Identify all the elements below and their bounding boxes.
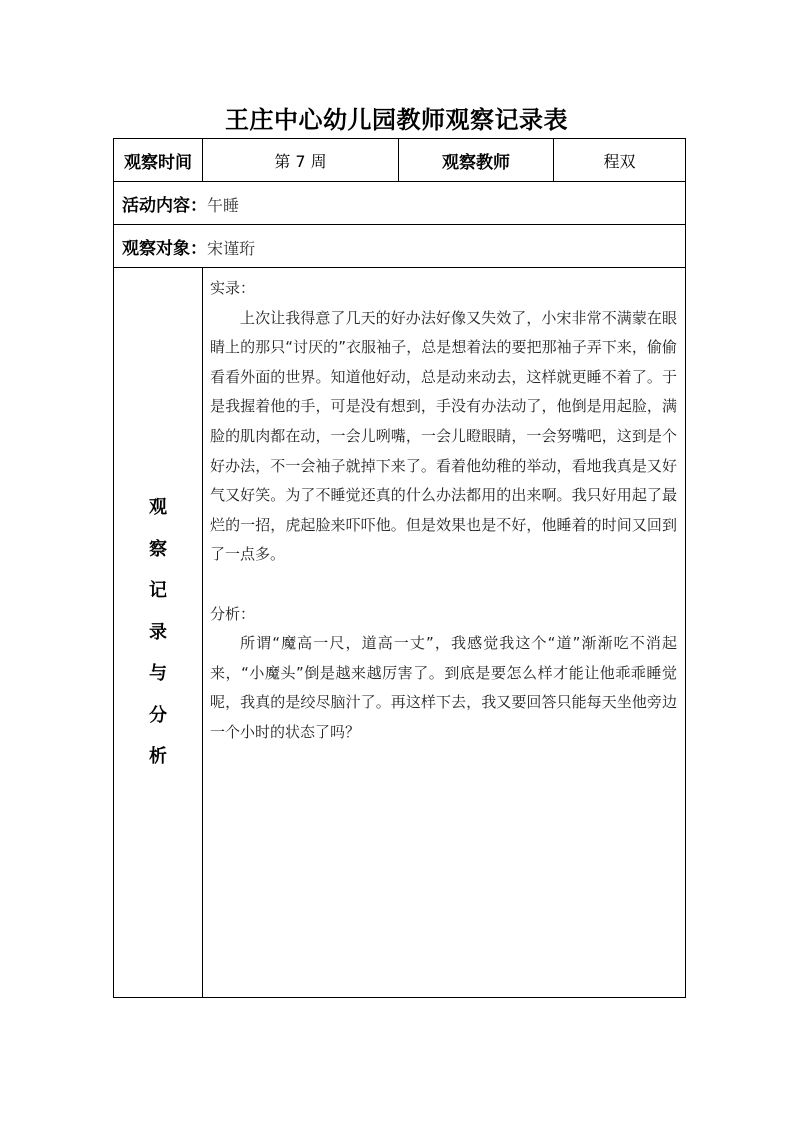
side-char: 观	[149, 496, 167, 518]
observation-table	[113, 138, 686, 998]
side-char: 察	[149, 538, 167, 560]
record-body	[203, 268, 686, 998]
form-title: 王庄中心幼儿园教师观察记录表	[225, 105, 568, 134]
subject-row	[114, 225, 686, 268]
time-value: 第 7 周	[203, 139, 399, 182]
activity-cell	[114, 182, 686, 225]
side-char: 析	[149, 746, 167, 768]
side-char: 录	[149, 621, 167, 643]
subject-cell	[114, 225, 686, 268]
teacher-label: 观察教师	[399, 139, 554, 182]
record-text: 上次让我得意了几天的好办法好像又失效了，小宋非常不满蒙在眼睛上的那只“讨厌的”衣服袖子，总是想着法的要把那袖子弄下来，偷偷看看外面的世界。知道他好动，总是动来动去，这样就更睡不着了。于是我握着他的手，可是没有想到，手没有办法动了，他倒是用起脸，满脸的肌肉都在动，一会儿咧嘴，一会儿瞪眼睛，一会努嘴吧，这到是个好办法，不一会袖子就掉下来了。看着他幼稚的举动，看地我真是又好气又好笑。为了不睡觉还真的什么办法都用的出来啊。我只好用起了最烂的一招，虎起脸来吓吓他。但是效果也是不好，他睡着的时间又回到了一点多。	[210, 308, 677, 564]
subject-label: 观察对象：	[122, 238, 207, 259]
record-heading: 实录：	[210, 279, 256, 297]
activity-value: 午睡	[207, 195, 240, 215]
content-row	[114, 268, 686, 998]
activity-label: 活动内容：	[122, 195, 207, 216]
side-char: 分	[149, 704, 167, 726]
subject-value: 宋谨珩	[207, 238, 256, 258]
analysis-text: 所谓“魔高一尺，道高一丈”，我感觉我这个“道”渐渐吃不消起来，“小魔头”倒是越来越厉害了。到底是要怎么样才能让他乖乖睡觉呢，我真的是绞尽脑汁了。再这样下去，我又要回答只能每天坐他旁边一个小时的状态了吗？	[210, 634, 677, 741]
analysis-heading: 分析：	[210, 604, 256, 623]
side-char: 与	[149, 663, 167, 685]
teacher-value: 程双	[554, 139, 686, 182]
side-char: 记	[149, 580, 167, 602]
time-label: 观察时间	[114, 139, 203, 182]
activity-row	[114, 182, 686, 225]
header-row	[114, 139, 686, 182]
side-label	[114, 268, 203, 998]
